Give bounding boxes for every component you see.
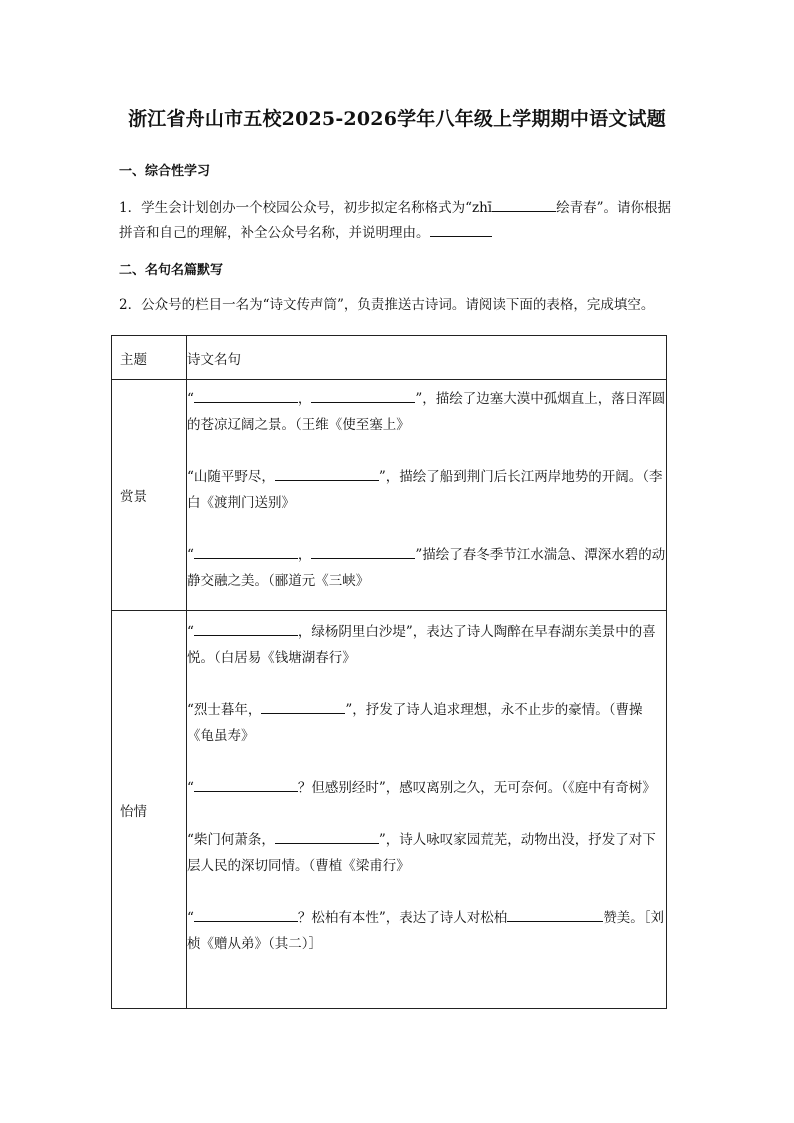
text: ”，诗人咏叹家园荒芜，动物出没，抒发了对下层人民的深切同情。（曹植《梁甫行》 <box>187 832 656 874</box>
question-1 <box>119 196 679 246</box>
page-title: 浙江省舟山市五校2025-2026学年八年级上学期期中语文试题 <box>128 108 666 130</box>
text: “ <box>187 780 194 796</box>
answer-blank[interactable] <box>275 829 379 844</box>
header-theme: 主题 <box>112 336 187 380</box>
poem-item <box>187 775 666 801</box>
answer-blank[interactable] <box>261 699 345 714</box>
answer-blank[interactable] <box>507 907 603 922</box>
answer-blank[interactable] <box>492 197 556 212</box>
section-heading-1: 一、综合性学习 <box>119 164 211 179</box>
table-header-row <box>112 336 667 380</box>
text: “烈士暮年， <box>187 702 262 718</box>
text: “山随平野尽， <box>187 469 275 485</box>
header-content: 诗文名句 <box>187 336 667 380</box>
text: ？但感别经时”，感叹离别之久，无可奈何。（《庭中有奇树》 <box>297 780 656 796</box>
text: “ <box>187 910 194 926</box>
text: ”，抒发了诗人追求理想，永不止步的豪情。（曹操《龟虽寿》 <box>187 702 643 744</box>
scenery-content <box>187 380 667 611</box>
poem-item <box>187 619 666 671</box>
table-row-scenery <box>112 380 667 611</box>
poem-item <box>187 386 666 438</box>
question-1-text-b: 绘青春”。请你根据拼音和自己的理解，补全公众号名称，并说明理由。 <box>119 200 672 241</box>
text: ”，描绘了边塞大漠中孤烟直上，落日浑圆的苍凉辽阔之景。（王维《使至塞上》 <box>187 391 666 433</box>
poem-table <box>111 335 667 1009</box>
question-2: 2．公众号的栏目一名为“诗文传声筒”，负责推送古诗词。请阅读下面的表格，完成填空。 <box>119 297 655 313</box>
text: ？松柏有本性”，表达了诗人对松柏 <box>297 910 508 926</box>
answer-blank[interactable] <box>194 544 298 559</box>
answer-blank[interactable] <box>194 621 298 636</box>
answer-blank[interactable] <box>311 544 415 559</box>
text: “柴门何萧条， <box>187 832 275 848</box>
text: ，绿杨阴里白沙堤”，表达了诗人陶醉在早春湖东美景中的喜悦。（白居易《钱塘湖春行》 <box>187 624 656 666</box>
poem-item <box>187 827 666 879</box>
text: “ <box>187 391 194 407</box>
text: ， <box>297 547 312 563</box>
theme-emotion: 怡情 <box>112 611 187 1009</box>
answer-blank[interactable] <box>275 466 379 481</box>
section-heading-2: 二、名句名篇默写 <box>119 263 224 278</box>
question-1-text-a: 1．学生会计划创办一个校园公众号，初步拟定名称格式为“zhī <box>119 200 493 216</box>
text: ”，描绘了船到荆门后长江两岸地势的开阔。（李白《渡荆门送别》 <box>187 469 663 511</box>
text: 赞美。［刘桢《赠从弟》（其二）］ <box>187 910 665 952</box>
answer-blank[interactable] <box>311 388 415 403</box>
text: “ <box>187 547 194 563</box>
answer-blank[interactable] <box>194 907 298 922</box>
poem-item <box>187 697 666 749</box>
text: ”描绘了春冬季节江水湍急、潭深水碧的动静交融之美。（郦道元《三峡》 <box>187 547 666 589</box>
emotion-content <box>187 611 667 1009</box>
answer-blank[interactable] <box>430 222 492 237</box>
poem-item <box>187 542 666 594</box>
poem-item <box>187 464 666 516</box>
table-row-emotion <box>112 611 667 1009</box>
theme-scenery: 赏景 <box>112 380 187 611</box>
answer-blank[interactable] <box>194 388 298 403</box>
poem-item <box>187 905 666 957</box>
text: ， <box>297 391 312 407</box>
answer-blank[interactable] <box>194 777 298 792</box>
text: “ <box>187 624 194 640</box>
